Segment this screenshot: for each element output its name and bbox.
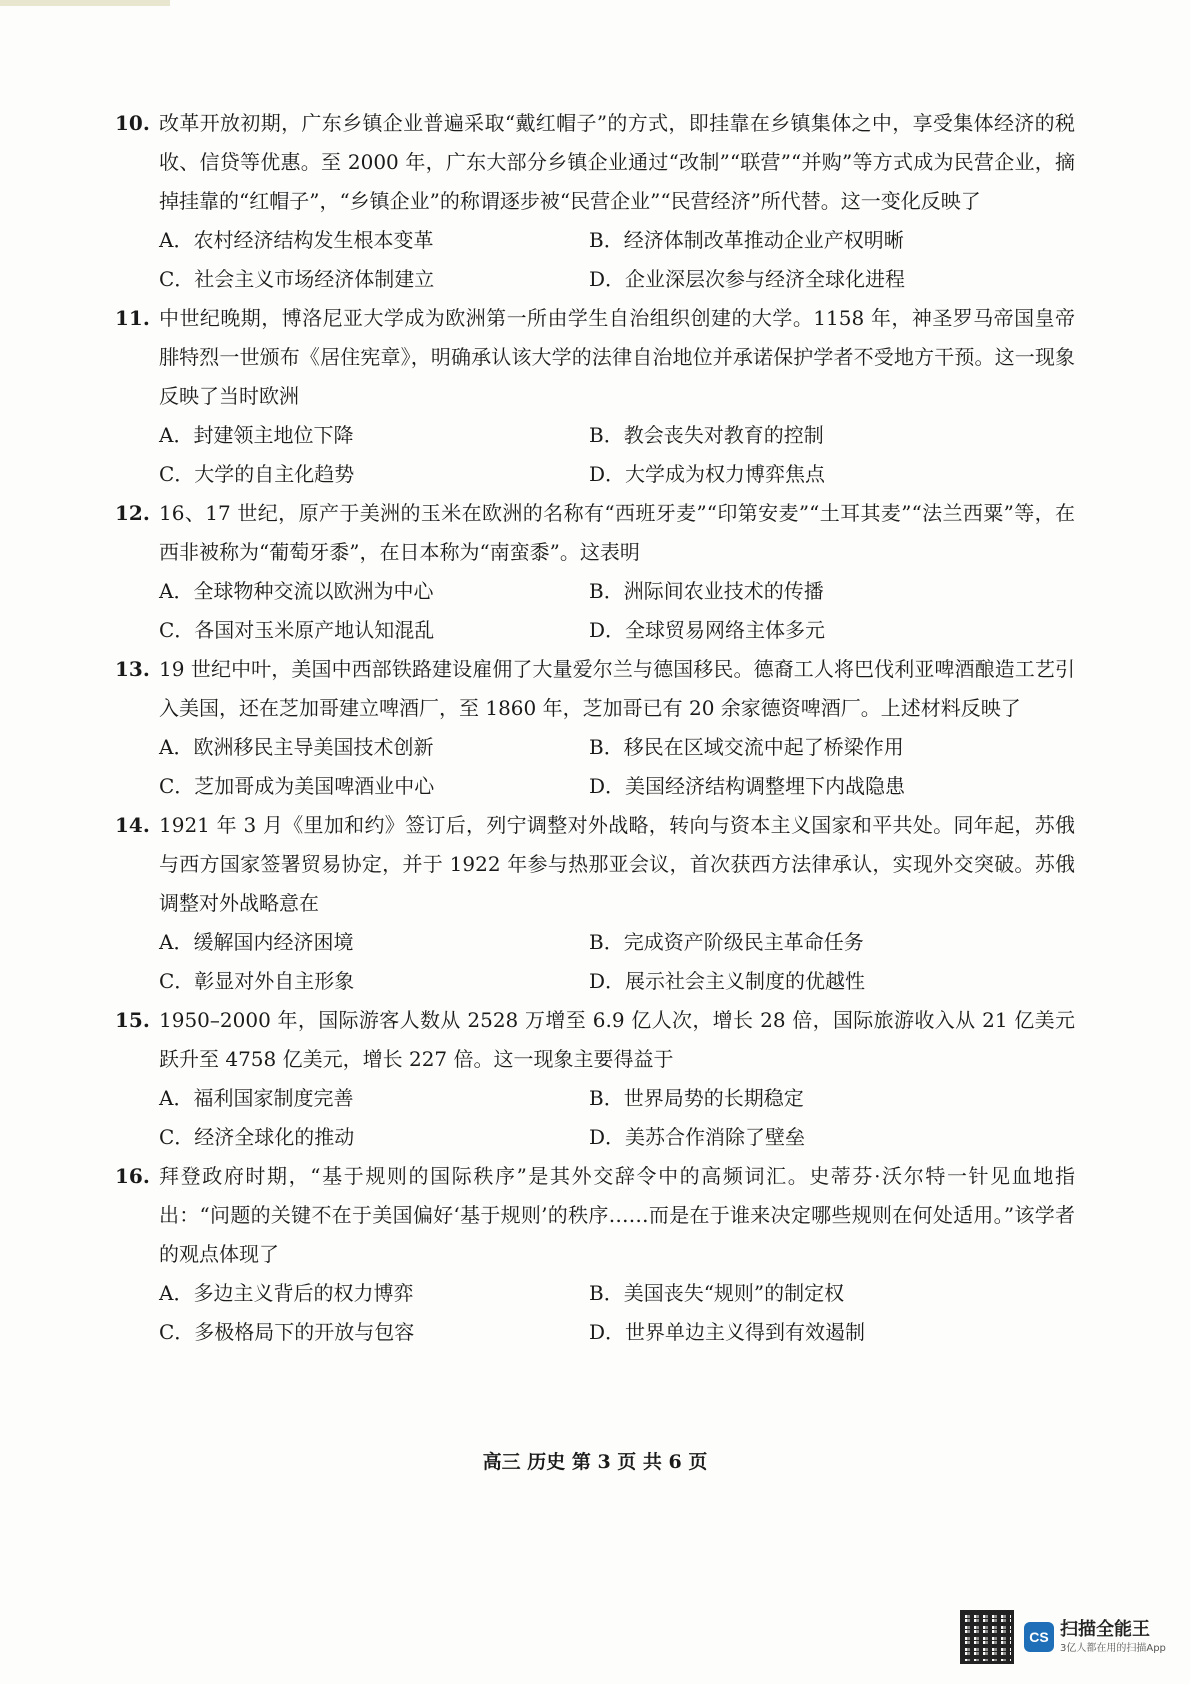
question-16 — [115, 1157, 1075, 1352]
option-b: B．完成资产阶级民主革命任务 — [589, 930, 864, 954]
option-d: D．美国经济结构调整埋下内战隐患 — [589, 774, 906, 798]
option-a: A．缓解国内经济困境 — [159, 930, 354, 954]
option-b: B．洲际间农业技术的传播 — [589, 579, 824, 603]
question-list — [115, 104, 1075, 1352]
scanner-tagline: 3亿人都在用的扫描App — [1060, 1643, 1166, 1654]
scanner-watermark — [960, 1610, 1166, 1664]
question-stem: 16、17 世纪，原产于美洲的玉米在欧洲的名称有“西班牙麦”“印第安麦”“土耳其麦”“法兰西粟”等，在西非被称为“葡萄牙黍”，在日本称为“南蛮黍”。这表明 — [159, 501, 1075, 564]
option-c: C．社会主义市场经济体制建立 — [159, 267, 435, 291]
question-15 — [115, 1001, 1075, 1157]
question-number: 10. — [115, 111, 150, 135]
option-a: A．农村经济结构发生根本变革 — [159, 228, 434, 252]
question-stem: 中世纪晚期，博洛尼亚大学成为欧洲第一所由学生自治组织创建的大学。1158 年，神圣罗马帝国皇帝腓特烈一世颁布《居住宪章》，明确承认该大学的法律自治地位并承诺保护学者不受地方干预。这一现象反映了当时欧洲 — [159, 306, 1075, 408]
qr-code-icon — [960, 1610, 1014, 1664]
question-stem: 1921 年 3 月《里加和约》签订后，列宁调整对外战略，转向与资本主义国家和平共处。同年起，苏俄与西方国家签署贸易协定，并于 1922 年参与热那亚会议，首次获西方法律承认，实现外交突破。苏俄调整对外战略意在 — [159, 813, 1075, 915]
option-d: D．企业深层次参与经济全球化进程 — [589, 267, 906, 291]
option-b: B．移民在区域交流中起了桥梁作用 — [589, 735, 904, 759]
question-number: 13. — [115, 657, 150, 681]
question-10 — [115, 104, 1075, 299]
question-number: 12. — [115, 501, 150, 525]
option-c: C．彰显对外自主形象 — [159, 969, 355, 993]
option-d: D．全球贸易网络主体多元 — [589, 618, 826, 642]
option-a: A．多边主义背后的权力博弈 — [159, 1281, 414, 1305]
page-footer: 高三 历史 第 3 页 共 6 页 — [482, 1451, 708, 1473]
option-c: C．大学的自主化趋势 — [159, 462, 355, 486]
option-a: A．全球物种交流以欧洲为中心 — [159, 579, 434, 603]
question-number: 16. — [115, 1164, 150, 1188]
question-12 — [115, 494, 1075, 650]
question-number: 14. — [115, 813, 150, 837]
option-a: A．欧洲移民主导美国技术创新 — [159, 735, 434, 759]
option-d: D．美苏合作消除了壁垒 — [589, 1125, 806, 1149]
question-number: 15. — [115, 1008, 150, 1032]
question-number: 11. — [115, 306, 150, 330]
option-c: C．各国对玉米原产地认知混乱 — [159, 618, 435, 642]
option-c: C．经济全球化的推动 — [159, 1125, 355, 1149]
option-c: C．多极格局下的开放与包容 — [159, 1320, 415, 1344]
question-stem: 改革开放初期，广东乡镇企业普遍采取“戴红帽子”的方式，即挂靠在乡镇集体之中，享受集体经济的税收、信贷等优惠。至 2000 年，广东大部分乡镇企业通过“改制”“联营”“并购”等方式成为民营企业，摘掉挂靠的“红帽子”，“乡镇企业”的称谓逐步被“民营企业”“民营经济”所代替。这一变化反映了 — [159, 111, 1075, 213]
scanner-brand — [1060, 1618, 1166, 1656]
question-14 — [115, 806, 1075, 1001]
option-b: B．经济体制改革推动企业产权明晰 — [589, 228, 904, 252]
scan-edge-mark — [0, 0, 170, 6]
camscanner-logo-icon: CS — [1024, 1622, 1054, 1652]
question-13 — [115, 650, 1075, 806]
option-d: D．大学成为权力博弈焦点 — [589, 462, 826, 486]
question-11 — [115, 299, 1075, 494]
option-b: B．世界局势的长期稳定 — [589, 1086, 804, 1110]
option-b: B．美国丧失“规则”的制定权 — [589, 1281, 845, 1305]
option-a: A．封建领主地位下降 — [159, 423, 354, 447]
option-a: A．福利国家制度完善 — [159, 1086, 354, 1110]
option-d: D．世界单边主义得到有效遏制 — [589, 1320, 866, 1344]
option-c: C．芝加哥成为美国啤酒业中心 — [159, 774, 435, 798]
question-stem: 19 世纪中叶，美国中西部铁路建设雇佣了大量爱尔兰与德国移民。德裔工人将巴伐利亚啤酒酿造工艺引入美国，还在芝加哥建立啤酒厂，至 1860 年，芝加哥已有 20 余家德资啤酒厂。上述材料反映了 — [159, 657, 1075, 720]
scanner-app-name: 扫描全能王 — [1060, 1619, 1150, 1640]
option-d: D．展示社会主义制度的优越性 — [589, 969, 866, 993]
option-b: B．教会丧失对教育的控制 — [589, 423, 824, 447]
question-stem: 拜登政府时期，“基于规则的国际秩序”是其外交辞令中的高频词汇。史蒂芬·沃尔特一针见血地指出：“问题的关键不在于美国偏好‘基于规则’的秩序……而是在于谁来决定哪些规则在何处适用。”该学者的观点体现了 — [159, 1164, 1075, 1266]
question-stem: 1950–2000 年，国际游客人数从 2528 万增至 6.9 亿人次，增长 28 倍，国际旅游收入从 21 亿美元跃升至 4758 亿美元，增长 227 倍。这一现象主要得益于 — [159, 1008, 1075, 1071]
